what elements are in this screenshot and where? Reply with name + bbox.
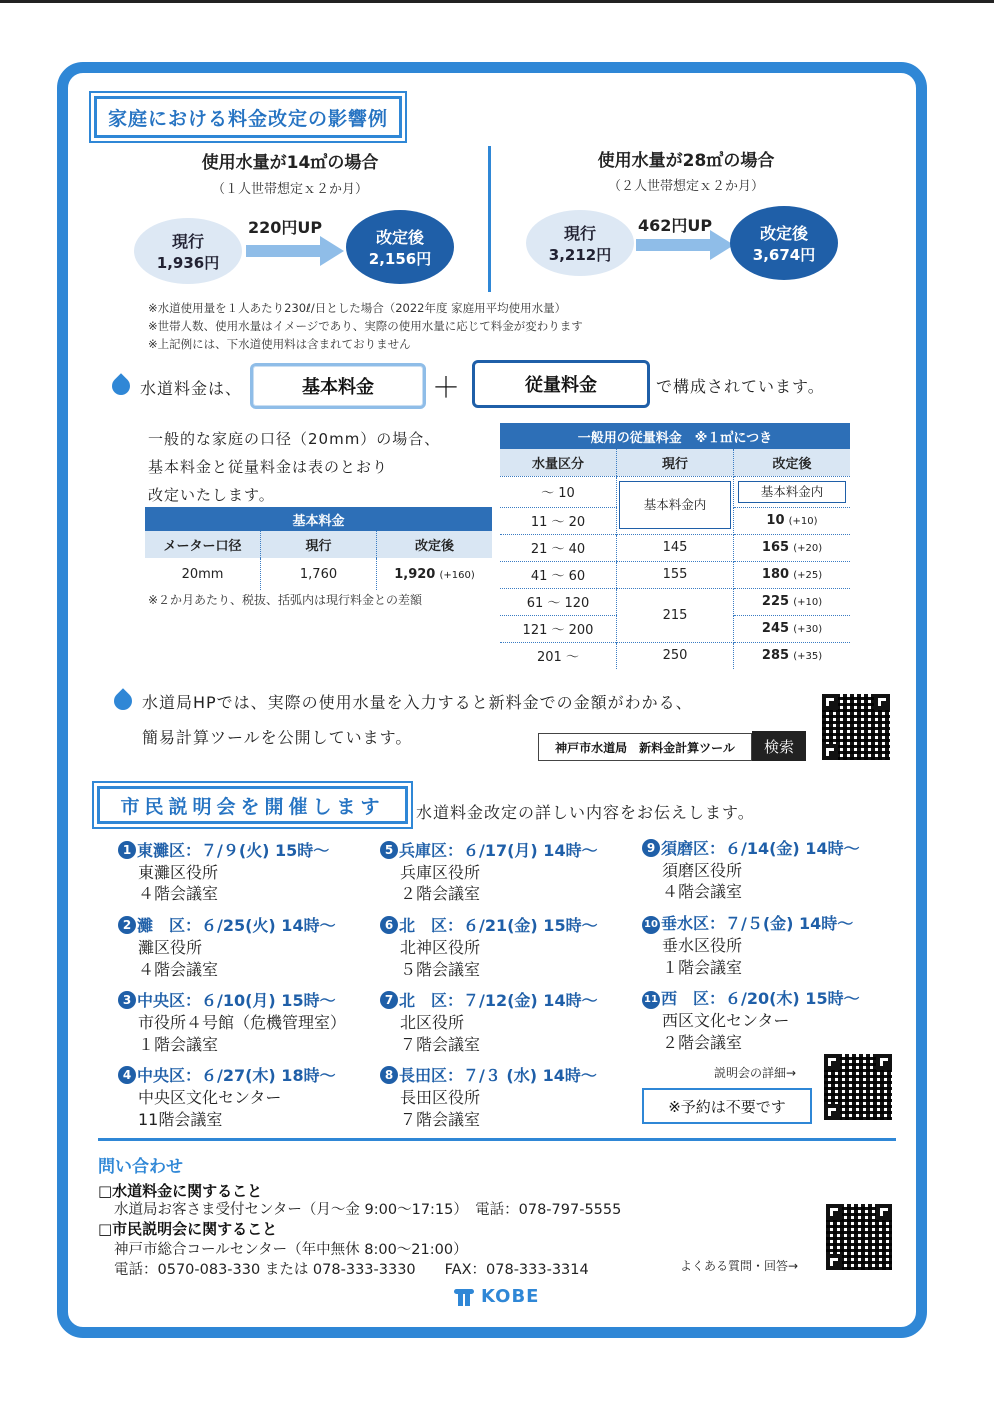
case1-up-label: 220円UP xyxy=(248,218,323,237)
volume-diff: (+10) xyxy=(793,597,823,608)
volume-after-cell xyxy=(734,588,851,615)
volume-after: 285 xyxy=(761,648,790,663)
search-button[interactable]: 検索 xyxy=(752,731,806,761)
case1-current-ellipse xyxy=(134,218,242,284)
session-10-room: １階会議室 xyxy=(662,958,743,977)
case2-up-label: 462円UP xyxy=(638,216,713,235)
case1-arrow-icon xyxy=(246,240,344,262)
qr-code-faq[interactable] xyxy=(826,1204,892,1270)
case2-sub: （２人世帯想定ｘ２か月） xyxy=(607,179,764,194)
session-11-room: ２階会議室 xyxy=(662,1033,743,1052)
volume-diff: (+35) xyxy=(793,651,823,662)
contact-water-line: 水道局お客さま受付センター（月～金 9:00～17:15） 電話：078-797-5555 xyxy=(114,1202,622,1218)
case1-current-label: 現行 xyxy=(171,232,204,251)
volume-after-cell xyxy=(734,476,851,507)
contact-session-line-2: 電話：0570-083-330 または 078-333-3330 FAX：078-333-3314 xyxy=(114,1262,589,1278)
session-2-head: 2 灘 区：６/25(火) 14時～ xyxy=(118,913,336,936)
volume-range: 41 ～ 60 xyxy=(500,561,617,588)
session-8-venue: 長田区役所 xyxy=(400,1088,481,1107)
volume-after: 245 xyxy=(761,621,790,636)
session-6-room: ５階会議室 xyxy=(400,960,481,979)
section-title-impact: 家庭における料金改定の影響例 xyxy=(94,96,402,138)
tool-line-2: 簡易計算ツールを公開しています。 xyxy=(142,728,413,747)
case1-sub: （１人世帯想定ｘ２か月） xyxy=(211,182,368,197)
volume-after: 180 xyxy=(761,567,790,582)
volume-diff: (+10) xyxy=(788,516,818,527)
volume-range: 201 ～ xyxy=(537,650,579,665)
session-7-head: 7 北 区：７/12(金) 14時～ xyxy=(380,988,598,1011)
session-8-head: 8 長田区：７/３ (水) 14時～ xyxy=(380,1063,597,1086)
volume-fee-box: 従量料金 xyxy=(472,360,650,408)
session-details-link[interactable]: 説明会の詳細→ xyxy=(714,1066,797,1080)
session-num: 10 xyxy=(642,916,660,934)
explain-line-3: 改定いたします。 xyxy=(148,486,275,504)
volume-fee-table xyxy=(500,423,850,669)
session-num: 3 xyxy=(118,991,136,1009)
case2-current-ellipse xyxy=(526,210,634,276)
volume-range: 21 ～ 40 xyxy=(500,534,617,561)
volume-current: 215 xyxy=(617,588,734,642)
session-11-venue: 西区文化センター xyxy=(662,1011,790,1030)
volume-current: 250 xyxy=(617,642,734,669)
session-6-venue: 北神区役所 xyxy=(400,938,481,957)
contact-divider xyxy=(98,1138,896,1141)
volume-diff: (+25) xyxy=(793,570,823,581)
top-edge-line xyxy=(0,0,994,3)
case1-after-value: 2,156円 xyxy=(368,250,432,268)
plus-sign: ＋ xyxy=(432,371,461,404)
session-num: 1 xyxy=(118,841,136,859)
case2-heading: 使用水量が28㎥の場合 xyxy=(597,151,775,171)
session-11-head: 11 西 区：６/20(木) 15時～ xyxy=(642,986,860,1009)
session-num: 8 xyxy=(380,1066,398,1084)
session-2-venue: 灘区役所 xyxy=(138,938,203,957)
session-num: 4 xyxy=(118,1066,136,1084)
volume-range: 11 ～ 20 xyxy=(500,507,617,534)
no-reservation-notice: ※予約は不要です xyxy=(642,1088,812,1124)
session-3-head: 3 中央区：６/10(月) 15時～ xyxy=(118,988,336,1011)
basic-row-after-cell xyxy=(377,558,493,590)
basic-row-current: 1,760 xyxy=(261,558,377,590)
session-10-head: 10 垂水区：７/５(金) 14時～ xyxy=(642,911,853,934)
session-num: 6 xyxy=(380,916,398,934)
volume-after-cell xyxy=(734,615,851,642)
volume-after: 165 xyxy=(761,540,790,555)
session-9-head: 9 須磨区：６/14(金) 14時～ xyxy=(642,836,860,859)
session-8-room: ７階会議室 xyxy=(400,1110,481,1129)
sessions-intro: 水道料金改定の詳しい内容をお伝えします。 xyxy=(416,803,755,822)
explain-line-2: 基本料金と従量料金は表のとおり xyxy=(148,458,389,476)
basic-row-after: 1,920 xyxy=(394,566,436,582)
case2-after-ellipse xyxy=(730,206,838,280)
volume-current-included: 基本料金内 xyxy=(619,481,731,529)
case2-current-value: 3,212円 xyxy=(548,246,612,264)
basic-table-note: ※２か月あたり、税抜、括弧内は現行料金との差額 xyxy=(148,593,423,607)
basic-col-current: 現行 xyxy=(261,531,377,558)
volume-after-cell xyxy=(734,507,851,534)
session-num: 5 xyxy=(380,841,398,859)
basic-row-size: 20mm xyxy=(181,566,224,582)
basic-row-diff: (+160) xyxy=(439,569,475,581)
case-divider xyxy=(488,146,491,292)
session-4-venue: 中央区文化センター xyxy=(138,1088,282,1107)
session-5-head: 5 兵庫区：６/17(月) 14時～ xyxy=(380,838,598,861)
case1-current-value: 1,936円 xyxy=(156,254,220,272)
case1-after-label: 改定後 xyxy=(375,228,424,247)
session-3-venue: 市役所４号館（危機管理室） xyxy=(138,1013,347,1032)
faq-link[interactable]: よくある質問・回答→ xyxy=(680,1259,799,1273)
volume-range: 61 ～ 120 xyxy=(500,588,617,615)
case1-heading: 使用水量が14㎥の場合 xyxy=(201,153,379,173)
kobe-logo xyxy=(453,1286,539,1307)
volume-after-cell xyxy=(734,534,851,561)
case2-arrow-icon xyxy=(636,234,734,256)
session-5-venue: 兵庫区役所 xyxy=(400,863,481,882)
volume-current: 155 xyxy=(617,561,734,588)
volume-col-current: 現行 xyxy=(617,449,734,476)
note-3: ※上記例には、下水道使用料は含まれておりません xyxy=(148,337,411,351)
tool-line-1: 水道局HPでは、実際の使用水量を入力すると新料金での金額がわかる、 xyxy=(142,693,693,712)
volume-current-cell xyxy=(617,476,734,534)
volume-range: ～ 10 xyxy=(500,476,617,507)
search-input[interactable]: 神戸市水道局 新料金計算ツール xyxy=(538,733,752,761)
note-1: ※水道使用量を１人あたり230ℓ/日とした場合（2022年度 家庭用平均使用水量） xyxy=(148,301,567,315)
section-title-sessions: 市民説明会を開催します xyxy=(97,786,408,824)
basic-col-after: 改定後 xyxy=(377,531,493,558)
session-9-room: ４階会議室 xyxy=(662,882,743,901)
case2-current-label: 現行 xyxy=(563,224,596,243)
composition-prefix: 水道料金は、 xyxy=(140,379,243,398)
explain-line-1: 一般的な家庭の口径（20mm）の場合、 xyxy=(148,430,441,448)
volume-after-included: 基本料金内 xyxy=(738,481,846,503)
volume-range: 121 ～ 200 xyxy=(500,615,617,642)
volume-after: 10 xyxy=(766,513,785,528)
contact-session-line-1: 神戸市総合コールセンター（年中無休 8:00～21:00） xyxy=(114,1242,468,1258)
session-10-venue: 垂水区役所 xyxy=(662,936,743,955)
session-7-venue: 北区役所 xyxy=(400,1013,465,1032)
session-1-venue: 東灘区役所 xyxy=(138,863,219,882)
contact-title: 問い合わせ xyxy=(98,1157,183,1177)
session-num: 9 xyxy=(642,839,660,857)
volume-after: 225 xyxy=(761,594,790,609)
volume-diff: (+20) xyxy=(793,543,823,554)
session-9-venue: 須磨区役所 xyxy=(662,861,743,880)
case2-after-label: 改定後 xyxy=(759,224,808,243)
session-7-room: ７階会議室 xyxy=(400,1035,481,1054)
session-num: 2 xyxy=(118,916,136,934)
kobe-logo-text: KOBE xyxy=(481,1286,540,1307)
session-5-room: ２階会議室 xyxy=(400,884,481,903)
case2-after-value: 3,674円 xyxy=(752,246,816,264)
volume-after-cell xyxy=(734,561,851,588)
case1-after-ellipse xyxy=(346,210,454,284)
volume-col-after: 改定後 xyxy=(734,449,851,476)
volume-current: 145 xyxy=(617,534,734,561)
composition-suffix: で構成されています。 xyxy=(656,377,825,396)
volume-after-cell xyxy=(734,642,851,669)
note-2: ※世帯人数、使用水量はイメージであり、実際の使用水量に応じて料金が変わります xyxy=(148,319,583,333)
qr-code-calculator[interactable] xyxy=(822,694,890,760)
session-6-head: 6 北 区：６/21(金) 15時～ xyxy=(380,913,598,936)
basic-table-title: 基本料金 xyxy=(145,507,492,531)
volume-col-range: 水量区分 xyxy=(500,449,617,476)
session-4-room: 11階会議室 xyxy=(138,1110,223,1129)
session-1-head: 1 東灘区：７/９(火) 15時～ xyxy=(118,838,329,861)
basic-col-size: メーター口径 xyxy=(163,539,242,554)
contact-session-head: □市民説明会に関すること xyxy=(98,1220,278,1238)
session-4-head: 4 中央区：６/27(木) 18時～ xyxy=(118,1063,336,1086)
volume-table-title: 一般用の従量料金 ※１㎥につき xyxy=(500,423,850,449)
session-1-room: ４階会議室 xyxy=(138,884,219,903)
contact-water-head: □水道料金に関すること xyxy=(98,1182,263,1200)
session-3-room: １階会議室 xyxy=(138,1035,219,1054)
basic-fee-box: 基本料金 xyxy=(250,363,426,409)
basic-fee-table xyxy=(145,507,492,590)
qr-code-sessions[interactable] xyxy=(824,1054,892,1120)
volume-diff: (+30) xyxy=(793,624,823,635)
session-2-room: ４階会議室 xyxy=(138,960,219,979)
session-num: 7 xyxy=(380,991,398,1009)
session-num: 11 xyxy=(642,991,660,1009)
kobe-mark-icon xyxy=(453,1287,475,1307)
